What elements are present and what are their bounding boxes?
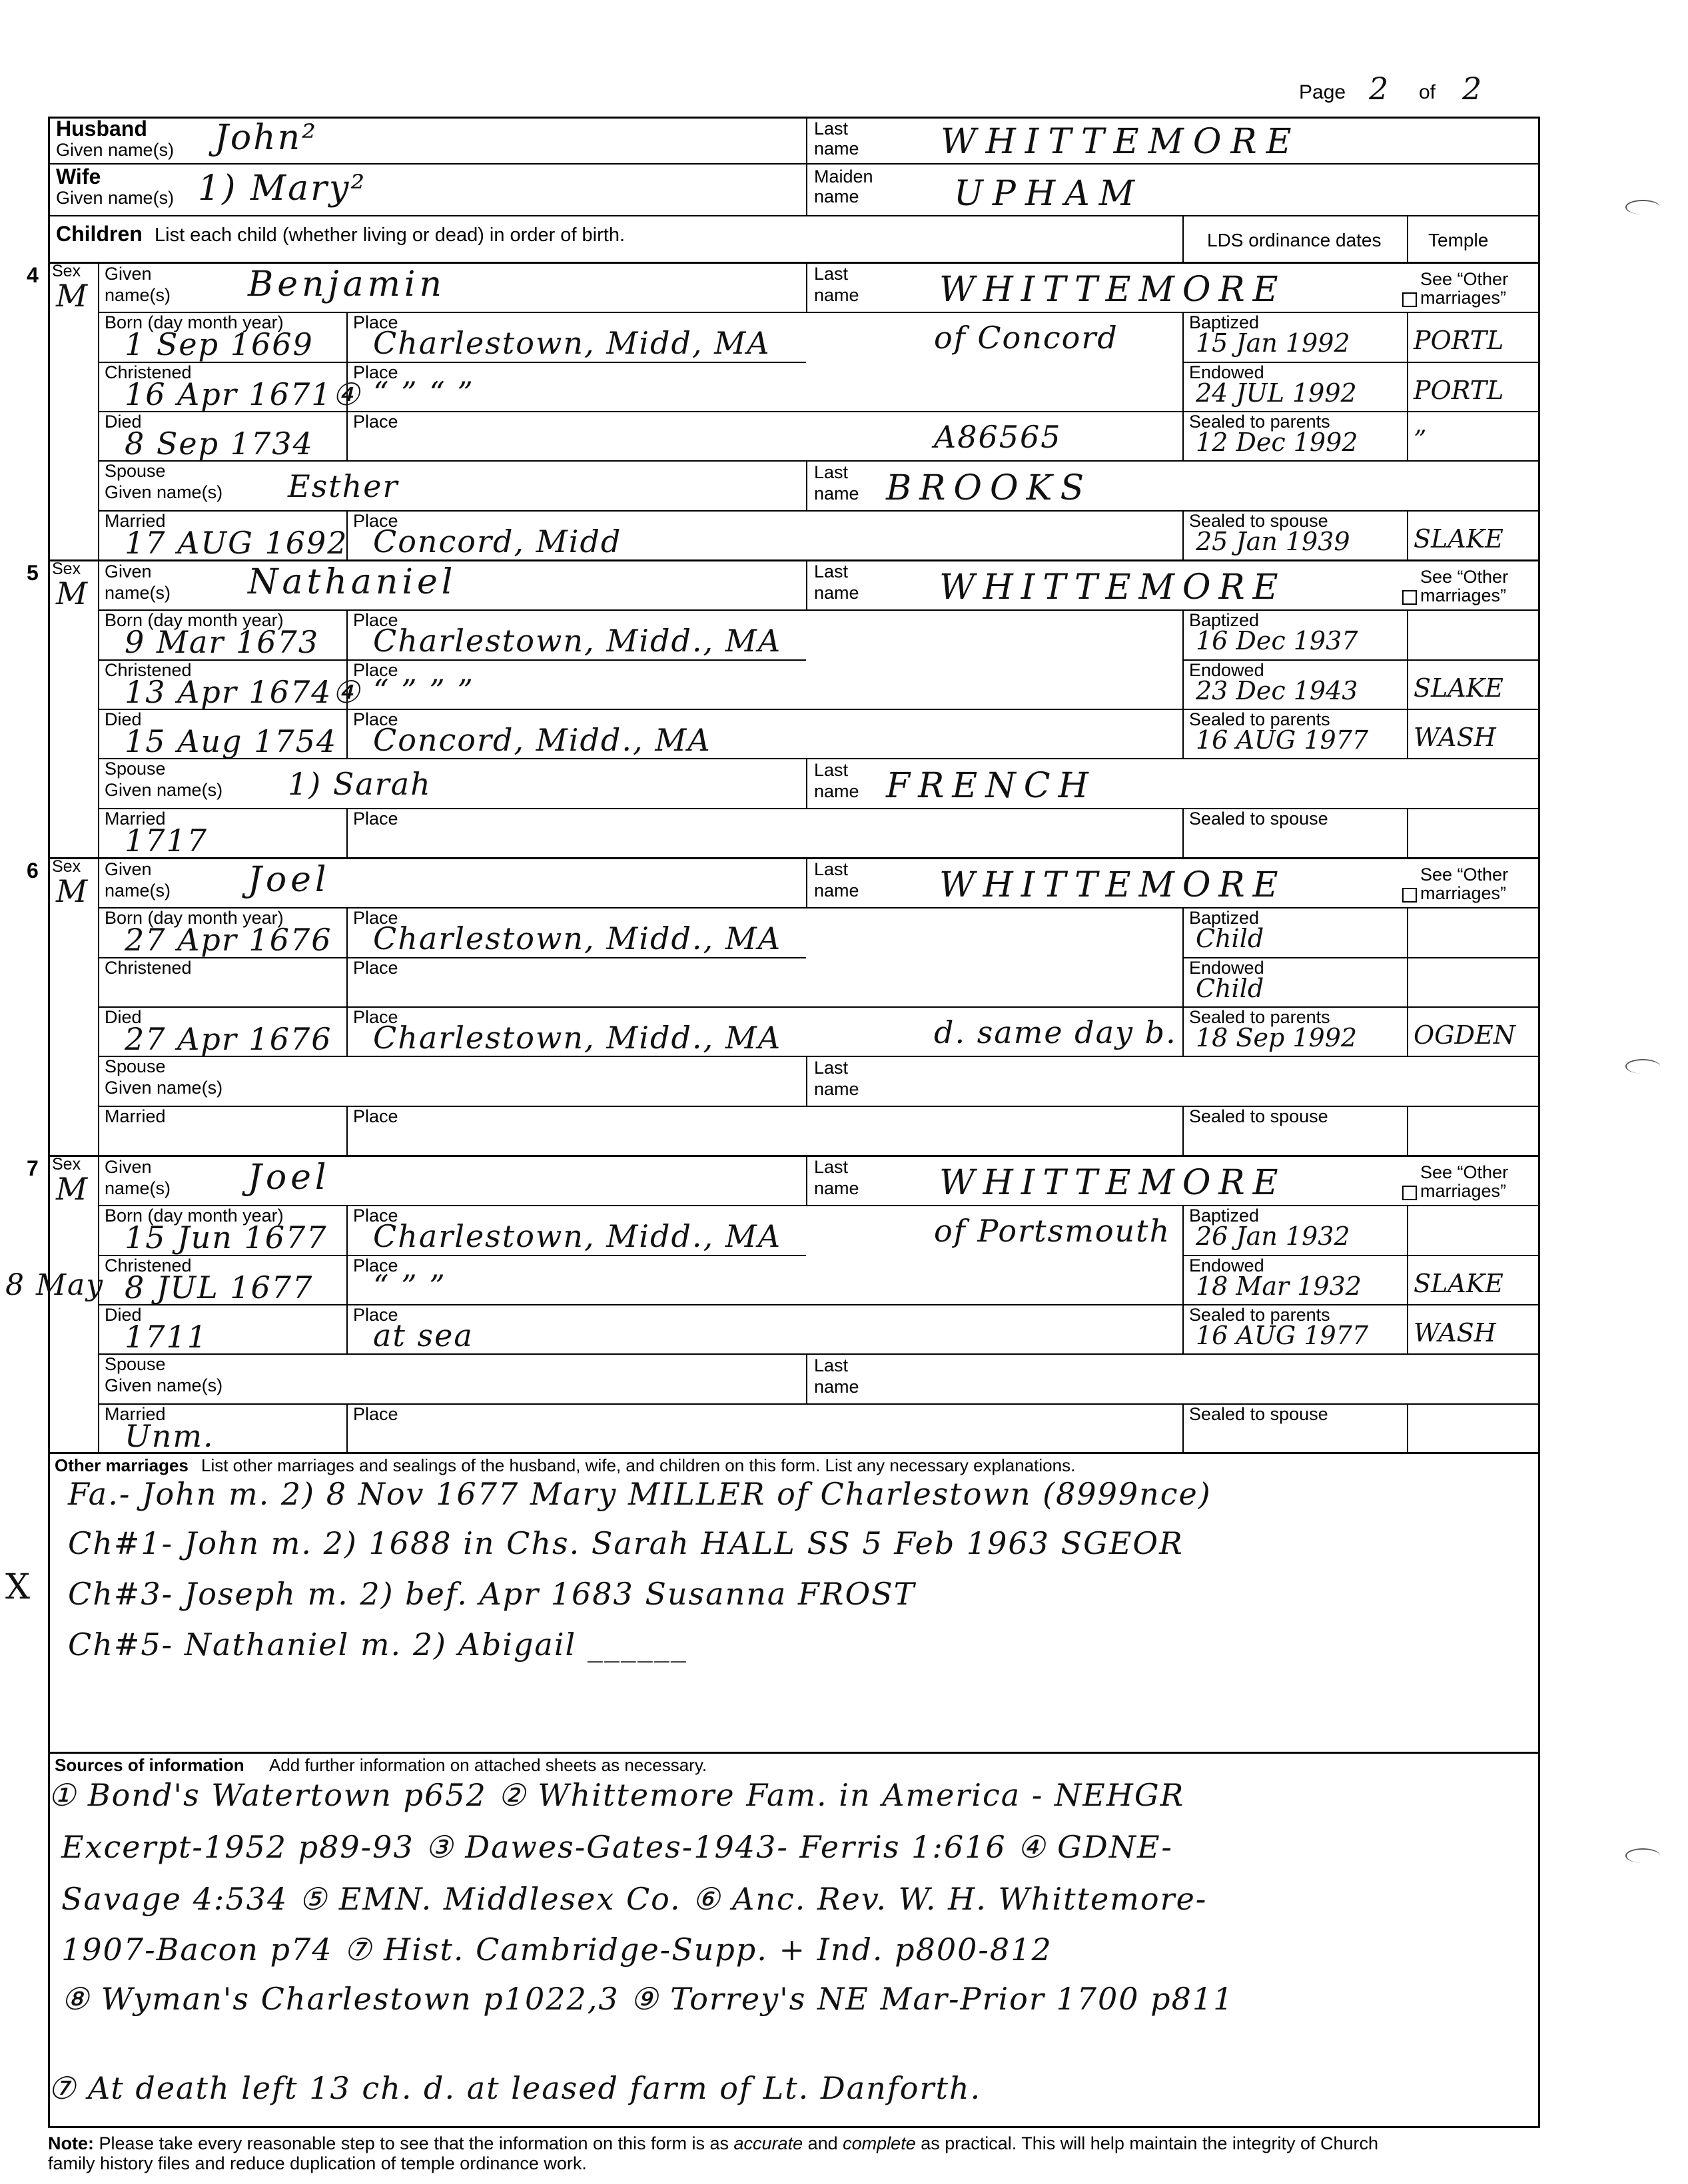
place-label: Place xyxy=(353,312,398,332)
married-label: Married xyxy=(105,511,166,531)
last-column-line xyxy=(806,262,807,312)
children-note: List each child (whether living or dead) in order of birth. xyxy=(155,224,626,246)
place-label: Place xyxy=(353,1404,398,1424)
note-text-2: as practical. This will help maintain the integrity of Church xyxy=(915,2133,1379,2153)
child-died-note: A86565 xyxy=(934,419,1062,455)
other-marriages-section xyxy=(48,1452,1540,1758)
given-names-label: name(s) xyxy=(105,1178,171,1198)
spouse-last-name-label: name xyxy=(814,484,859,504)
baptized-label: Baptized xyxy=(1189,908,1260,928)
married-label: Married xyxy=(105,809,166,829)
child-divider xyxy=(48,857,1540,859)
given-label: Given xyxy=(105,561,152,581)
child-divider xyxy=(48,559,1540,561)
page-label: Page xyxy=(1299,81,1346,103)
child-baptized-date: 16 Dec 1937 xyxy=(1196,626,1358,655)
child-married-place: Concord, Midd xyxy=(373,524,622,559)
sealed_parents-label: Sealed to parents xyxy=(1189,709,1330,729)
sealed_parents-label: Sealed to parents xyxy=(1189,1305,1330,1325)
husband-given-label: Given name(s) xyxy=(56,140,175,160)
christened-label: Christened xyxy=(105,1256,192,1275)
died-label: Died xyxy=(105,1305,142,1325)
wife-maiden-name: UPHAM xyxy=(954,174,1144,214)
born-label: Born (day month year) xyxy=(105,908,284,928)
place-column-line xyxy=(346,1205,348,1353)
page-of-label: of xyxy=(1419,81,1436,103)
child-sex: M xyxy=(56,873,89,909)
child-sex: M xyxy=(56,575,89,611)
married-label: Married xyxy=(105,1106,166,1126)
christened-label: Christened xyxy=(105,958,192,978)
place-label: Place xyxy=(353,362,398,382)
died-label: Died xyxy=(105,1007,142,1027)
died-label: Died xyxy=(105,412,142,432)
row-line xyxy=(98,460,1540,462)
page-total: 2 xyxy=(1462,71,1483,107)
child-sealed-spouse-temple: SLAKE xyxy=(1414,524,1503,553)
child-died-place: at sea xyxy=(373,1317,474,1353)
place-label: Place xyxy=(353,709,398,729)
note-and: and xyxy=(803,2133,843,2153)
child-spouse-last: BROOKS xyxy=(886,468,1092,508)
given-names-label: name(s) xyxy=(105,583,171,603)
husband-last-name: WHITTEMORE xyxy=(941,122,1301,162)
child-born-place: Charlestown, Midd., MA xyxy=(373,1218,782,1254)
child-given-name: Joel xyxy=(248,860,330,900)
child-christened-place: “ ” ” xyxy=(373,1268,446,1304)
spouse-label: Spouse xyxy=(105,759,166,779)
place-label: Place xyxy=(353,908,398,928)
other-marriage-line-3: Ch#3- Joseph m. 2) bef. Apr 1683 Susanna FROST xyxy=(68,1576,916,1612)
child-endowed-temple: SLAKE xyxy=(1414,1269,1503,1298)
place-label: Place xyxy=(353,1305,398,1325)
child-block-3 xyxy=(27,857,1540,1155)
other-marriages-checkbox xyxy=(1402,590,1417,605)
other-marriages-label: Other marriages xyxy=(55,1455,189,1475)
last-name-label: name xyxy=(814,881,859,901)
temple-header: Temple xyxy=(1428,230,1489,250)
lds-column-line xyxy=(1182,1106,1184,1155)
spouse-label: Spouse xyxy=(105,461,166,481)
temple-column-line xyxy=(1407,808,1408,857)
spouse-label: Spouse xyxy=(105,1354,166,1374)
place-column-line xyxy=(346,808,348,857)
child-born-note: of Portsmouth xyxy=(934,1213,1171,1249)
sex-label: Sex xyxy=(52,262,81,280)
spouse-last-label: Last xyxy=(814,462,849,482)
child-given-name: Benjamin xyxy=(248,264,446,304)
sealed-spouse-label: Sealed to spouse xyxy=(1189,809,1328,829)
sealed-spouse-label: Sealed to spouse xyxy=(1189,1404,1328,1424)
temple-column-line xyxy=(1407,609,1408,758)
place-label: Place xyxy=(353,1106,398,1126)
child-sex: M xyxy=(56,1171,89,1207)
child-born-place: Charlestown, Midd., MA xyxy=(373,920,782,956)
child-christened-place: “ ” ” ” xyxy=(373,673,474,709)
child-died-place: Concord, Midd., MA xyxy=(373,722,711,758)
child-sealed_parents-date: 16 AUG 1977 xyxy=(1196,1321,1369,1350)
given-names-label: name(s) xyxy=(105,285,171,305)
child-sealed_parents-temple: WASH xyxy=(1414,723,1496,752)
last-name-label: name xyxy=(814,1178,859,1198)
page-current: 2 xyxy=(1369,71,1390,107)
source-line-3: Savage 4:534 ⑤ EMN. Middlesex Co. ⑥ Anc. Rev. W. H. Whittemore- xyxy=(61,1881,1208,1917)
place-label: Place xyxy=(353,660,398,680)
other-marriages-margin-x: X xyxy=(5,1567,33,1607)
child-sealed_parents-date: 16 AUG 1977 xyxy=(1196,725,1369,755)
wife-given-label: Given name(s) xyxy=(56,188,175,208)
child-endowed-date: 18 Mar 1932 xyxy=(1196,1272,1362,1301)
spouse-given-label: Given name(s) xyxy=(105,1078,223,1098)
last-column-line xyxy=(806,1353,807,1403)
child-divider xyxy=(48,262,1540,264)
christened-label: Christened xyxy=(105,660,192,680)
child-sealed_parents-temple: WASH xyxy=(1414,1318,1496,1347)
lds-column-line xyxy=(1182,510,1184,559)
child-number: 5 xyxy=(27,561,39,585)
temple-column-line xyxy=(1407,1403,1408,1453)
lds-column-line xyxy=(1182,1403,1184,1453)
last-column-line xyxy=(806,1056,807,1106)
place-column-line xyxy=(346,1106,348,1155)
spouse-last-name-label: name xyxy=(814,1377,859,1397)
other-marriage-line-2: Ch#1- John m. 2) 1688 in Chs. Sarah HALL SS 5 Feb 1963 SGEOR xyxy=(68,1525,1184,1561)
child-born-date: 27 Apr 1676 xyxy=(125,922,332,958)
child-block-2 xyxy=(27,559,1540,859)
spouse-last-label: Last xyxy=(814,1355,849,1375)
endowed-label: Endowed xyxy=(1189,362,1264,382)
lds-column-line xyxy=(1182,1205,1184,1353)
child-christened-place: “ ” “ ” xyxy=(373,375,474,411)
source-line-2: Excerpt-1952 p89-93 ③ Dawes-Gates-1943- Ferris 1:616 ④ GDNE- xyxy=(61,1829,1173,1865)
child-spouse-given: Esther xyxy=(288,468,399,504)
child-died-note: d. same day b. xyxy=(934,1014,1177,1050)
child-died-date: 8 Sep 1734 xyxy=(125,426,314,462)
endowed-label: Endowed xyxy=(1189,1256,1264,1275)
child-last-name: WHITTEMORE xyxy=(939,270,1286,310)
row-line xyxy=(98,1353,1540,1355)
lds-column-line xyxy=(1182,907,1184,1056)
husband-last-label: Last xyxy=(814,119,849,139)
note-accurate: accurate xyxy=(733,2133,803,2153)
child-born-note: of Concord xyxy=(934,320,1118,356)
place-label: Place xyxy=(353,809,398,829)
source-line-1: ① Bond's Watertown p652 ② Whittemore Fam. in America - NEHGR xyxy=(48,1777,1185,1813)
place-column-line xyxy=(346,1403,348,1453)
endowed-label: Endowed xyxy=(1189,660,1264,680)
given-label: Given xyxy=(105,264,152,284)
child-sealed_parents-temple: OGDEN xyxy=(1414,1020,1515,1050)
source-line-4: 1907-Bacon p74 ⑦ Hist. Cambridge-Supp. + Ind. p800-812 xyxy=(61,1932,1053,1968)
child-7-margin-note: 8 May xyxy=(5,1268,105,1302)
child-given-name: Nathaniel xyxy=(248,562,457,602)
note-text-1: Please take every reasonable step to see that the information on this form is as xyxy=(99,2133,734,2153)
temple-column-line xyxy=(1407,1205,1408,1353)
sex-label: Sex xyxy=(52,1155,81,1174)
child-born-date: 15 Jun 1677 xyxy=(125,1220,328,1256)
children-label: Children xyxy=(56,222,143,246)
other-marriage-line-1: Fa.- John m. 2) 8 Nov 1677 Mary MILLER of Charlestown (8999nce) xyxy=(68,1476,1212,1512)
married-label: Married xyxy=(105,1404,166,1424)
spouse-last-label: Last xyxy=(814,760,849,780)
child-baptized-temple: PORTL xyxy=(1414,326,1504,355)
source-line-6: ⑦ At death left 13 ch. d. at leased farm of Lt. Danforth. xyxy=(48,2070,982,2106)
wife-name-label: name xyxy=(814,186,859,206)
child-married-date: 17 AUG 1692 xyxy=(125,525,348,561)
born-label: Born (day month year) xyxy=(105,312,284,332)
child-christened-date: 8 JUL 1677 xyxy=(125,1270,314,1305)
other-marriages-checkbox xyxy=(1402,1186,1417,1200)
child-number: 4 xyxy=(27,263,39,287)
child-born-date: 9 Mar 1673 xyxy=(125,624,320,660)
spouse-label: Spouse xyxy=(105,1056,166,1076)
lds-column-line xyxy=(1182,609,1184,758)
baptized-label: Baptized xyxy=(1189,610,1260,630)
child-baptized-date: 15 Jan 1992 xyxy=(1196,328,1350,358)
temple-column-line xyxy=(1407,312,1408,460)
note-complete: complete xyxy=(843,2133,916,2153)
note-line-2: family history files and reduce duplication of temple ordinance work. xyxy=(48,2153,587,2173)
child-block-4 xyxy=(27,1155,1540,1454)
row-line xyxy=(98,907,1540,909)
last-column-line xyxy=(806,857,807,907)
binder-mark xyxy=(1625,1059,1660,1074)
wife-given-name: 1) Mary² xyxy=(198,169,367,208)
child-sealed-spouse-date: 25 Jan 1939 xyxy=(1196,527,1350,556)
child-given-name: Joel xyxy=(248,1158,330,1198)
see-other-label: See “Other xyxy=(1420,567,1509,587)
child-endowed-temple: SLAKE xyxy=(1414,673,1503,703)
row-line xyxy=(98,1205,1540,1206)
note-section xyxy=(48,2133,1540,2180)
spouse-last-name-label: name xyxy=(814,1079,859,1099)
child-spouse-last: FRENCH xyxy=(886,766,1096,806)
given-label: Given xyxy=(105,859,152,879)
child-endowed-date: 24 JUL 1992 xyxy=(1196,378,1357,408)
see-other-label: See “Other xyxy=(1420,269,1509,289)
given-names-label: name(s) xyxy=(105,881,171,901)
child-born-date: 1 Sep 1669 xyxy=(125,326,314,362)
child-number: 7 xyxy=(27,1156,39,1180)
child-last-name: WHITTEMORE xyxy=(939,1163,1286,1203)
child-baptized-date: Child xyxy=(1196,924,1264,953)
temple-column-line xyxy=(1407,1106,1408,1155)
place-label: Place xyxy=(353,1206,398,1226)
husband-label: Husband xyxy=(56,117,147,141)
baptized-label: Baptized xyxy=(1189,312,1260,332)
child-married-date: Unm. xyxy=(125,1418,214,1454)
see-other-marriages-label: marriages” xyxy=(1420,585,1507,605)
baptized-label: Baptized xyxy=(1189,1206,1260,1226)
husband-given-name: John² xyxy=(214,118,318,158)
sealed_parents-label: Sealed to parents xyxy=(1189,412,1330,432)
place-label: Place xyxy=(353,958,398,978)
child-baptized-date: 26 Jan 1932 xyxy=(1196,1222,1350,1251)
child-christened-date: 13 Apr 1674④ xyxy=(125,674,361,710)
spouse-last-name-label: name xyxy=(814,781,859,801)
spouse-given-label: Given name(s) xyxy=(105,780,223,800)
lds-dates-header: LDS ordinance dates xyxy=(1207,230,1382,250)
child-sealed_parents-temple: ” xyxy=(1414,425,1427,454)
last-name-label: name xyxy=(814,583,859,603)
child-christened-date: 16 Apr 1671④ xyxy=(125,376,361,412)
child-number: 6 xyxy=(27,859,39,883)
binder-mark xyxy=(1625,200,1660,214)
binder-mark xyxy=(1625,1848,1660,1863)
see-other-marriages-label: marriages” xyxy=(1420,1181,1507,1201)
child-born-place: Charlestown, Midd., MA xyxy=(373,623,782,659)
sealed_parents-label: Sealed to parents xyxy=(1189,1007,1330,1027)
see-other-label: See “Other xyxy=(1420,1162,1509,1182)
child-married-date: 1717 xyxy=(125,823,209,859)
wife-maiden-label: Maiden xyxy=(814,167,873,186)
spouse-given-label: Given name(s) xyxy=(105,1375,223,1395)
child-endowed-date: Child xyxy=(1196,974,1264,1003)
other-marriages-checkbox xyxy=(1402,888,1417,903)
see-other-marriages-label: marriages” xyxy=(1420,883,1507,903)
christened-label: Christened xyxy=(105,362,192,382)
place-label: Place xyxy=(353,511,398,531)
last-column-line xyxy=(806,1155,807,1205)
row-line xyxy=(98,312,1540,313)
last-label: Last xyxy=(814,264,849,284)
other-marriage-line-4: Ch#5- Nathaniel m. 2) Abigail ______ xyxy=(68,1627,687,1662)
sources-instructions: Add further information on attached sheets as necessary. xyxy=(269,1755,707,1775)
note-label: Note: xyxy=(48,2133,94,2153)
husband-name-label: name xyxy=(814,139,859,159)
spouse-last-label: Last xyxy=(814,1058,849,1078)
child-divider xyxy=(48,1155,1540,1157)
last-column-line xyxy=(806,460,807,510)
wife-label: Wife xyxy=(56,165,101,188)
child-sex: M xyxy=(56,278,89,314)
child-last-name: WHITTEMORE xyxy=(939,567,1286,607)
sex-label: Sex xyxy=(52,559,81,578)
born-label: Born (day month year) xyxy=(105,1206,284,1226)
sealed-spouse-label: Sealed to spouse xyxy=(1189,1106,1328,1126)
sources-section xyxy=(48,1752,1540,2128)
row-line xyxy=(98,609,1540,611)
child-endowed-date: 23 Dec 1943 xyxy=(1196,676,1358,705)
child-sealed_parents-date: 18 Sep 1992 xyxy=(1196,1023,1358,1052)
see-other-label: See “Other xyxy=(1420,865,1509,885)
temple-column-line xyxy=(1407,510,1408,559)
lds-column-line xyxy=(1182,312,1184,460)
died-label: Died xyxy=(105,709,142,729)
child-born-place: Charlestown, Midd, MA xyxy=(373,325,771,361)
place-column-line xyxy=(346,907,348,1056)
child-sealed_parents-date: 12 Dec 1992 xyxy=(1196,428,1358,457)
other-marriages-instructions: List other marriages and sealings of the husband, wife, and children on this form. List any necessary explanations. xyxy=(201,1455,1076,1475)
child-spouse-given: 1) Sarah xyxy=(288,766,432,802)
sources-label: Sources of information xyxy=(55,1755,244,1775)
sealed-spouse-label: Sealed to spouse xyxy=(1189,511,1328,531)
last-name-label: name xyxy=(814,285,859,305)
temple-column-line xyxy=(1407,907,1408,1056)
source-line-5: ⑧ Wyman's Charlestown p1022,3 ⑨ Torrey's NE Mar-Prior 1700 p811 xyxy=(61,1981,1234,2017)
child-block-1 xyxy=(27,262,1540,561)
last-label: Last xyxy=(814,859,849,879)
place-label: Place xyxy=(353,1007,398,1027)
place-label: Place xyxy=(353,610,398,630)
child-last-name: WHITTEMORE xyxy=(939,865,1286,905)
last-column-line xyxy=(806,758,807,808)
child-died-date: 15 Aug 1754 xyxy=(125,723,338,759)
place-label: Place xyxy=(353,1256,398,1275)
child-died-date: 1711 xyxy=(125,1319,209,1355)
spouse-given-label: Given name(s) xyxy=(105,482,223,502)
child-died-date: 27 Apr 1676 xyxy=(125,1021,332,1057)
lds-column-line xyxy=(1182,808,1184,857)
given-label: Given xyxy=(105,1157,152,1177)
last-label: Last xyxy=(814,561,849,581)
other-marriages-checkbox xyxy=(1402,292,1417,307)
place-label: Place xyxy=(353,412,398,432)
endowed-label: Endowed xyxy=(1189,958,1264,978)
sex-label: Sex xyxy=(52,857,81,876)
child-died-place: Charlestown, Midd., MA xyxy=(373,1020,782,1056)
see-other-marriages-label: marriages” xyxy=(1420,288,1507,308)
last-label: Last xyxy=(814,1157,849,1177)
last-column-line xyxy=(806,559,807,609)
born-label: Born (day month year) xyxy=(105,610,284,630)
child-endowed-temple: PORTL xyxy=(1414,376,1504,405)
